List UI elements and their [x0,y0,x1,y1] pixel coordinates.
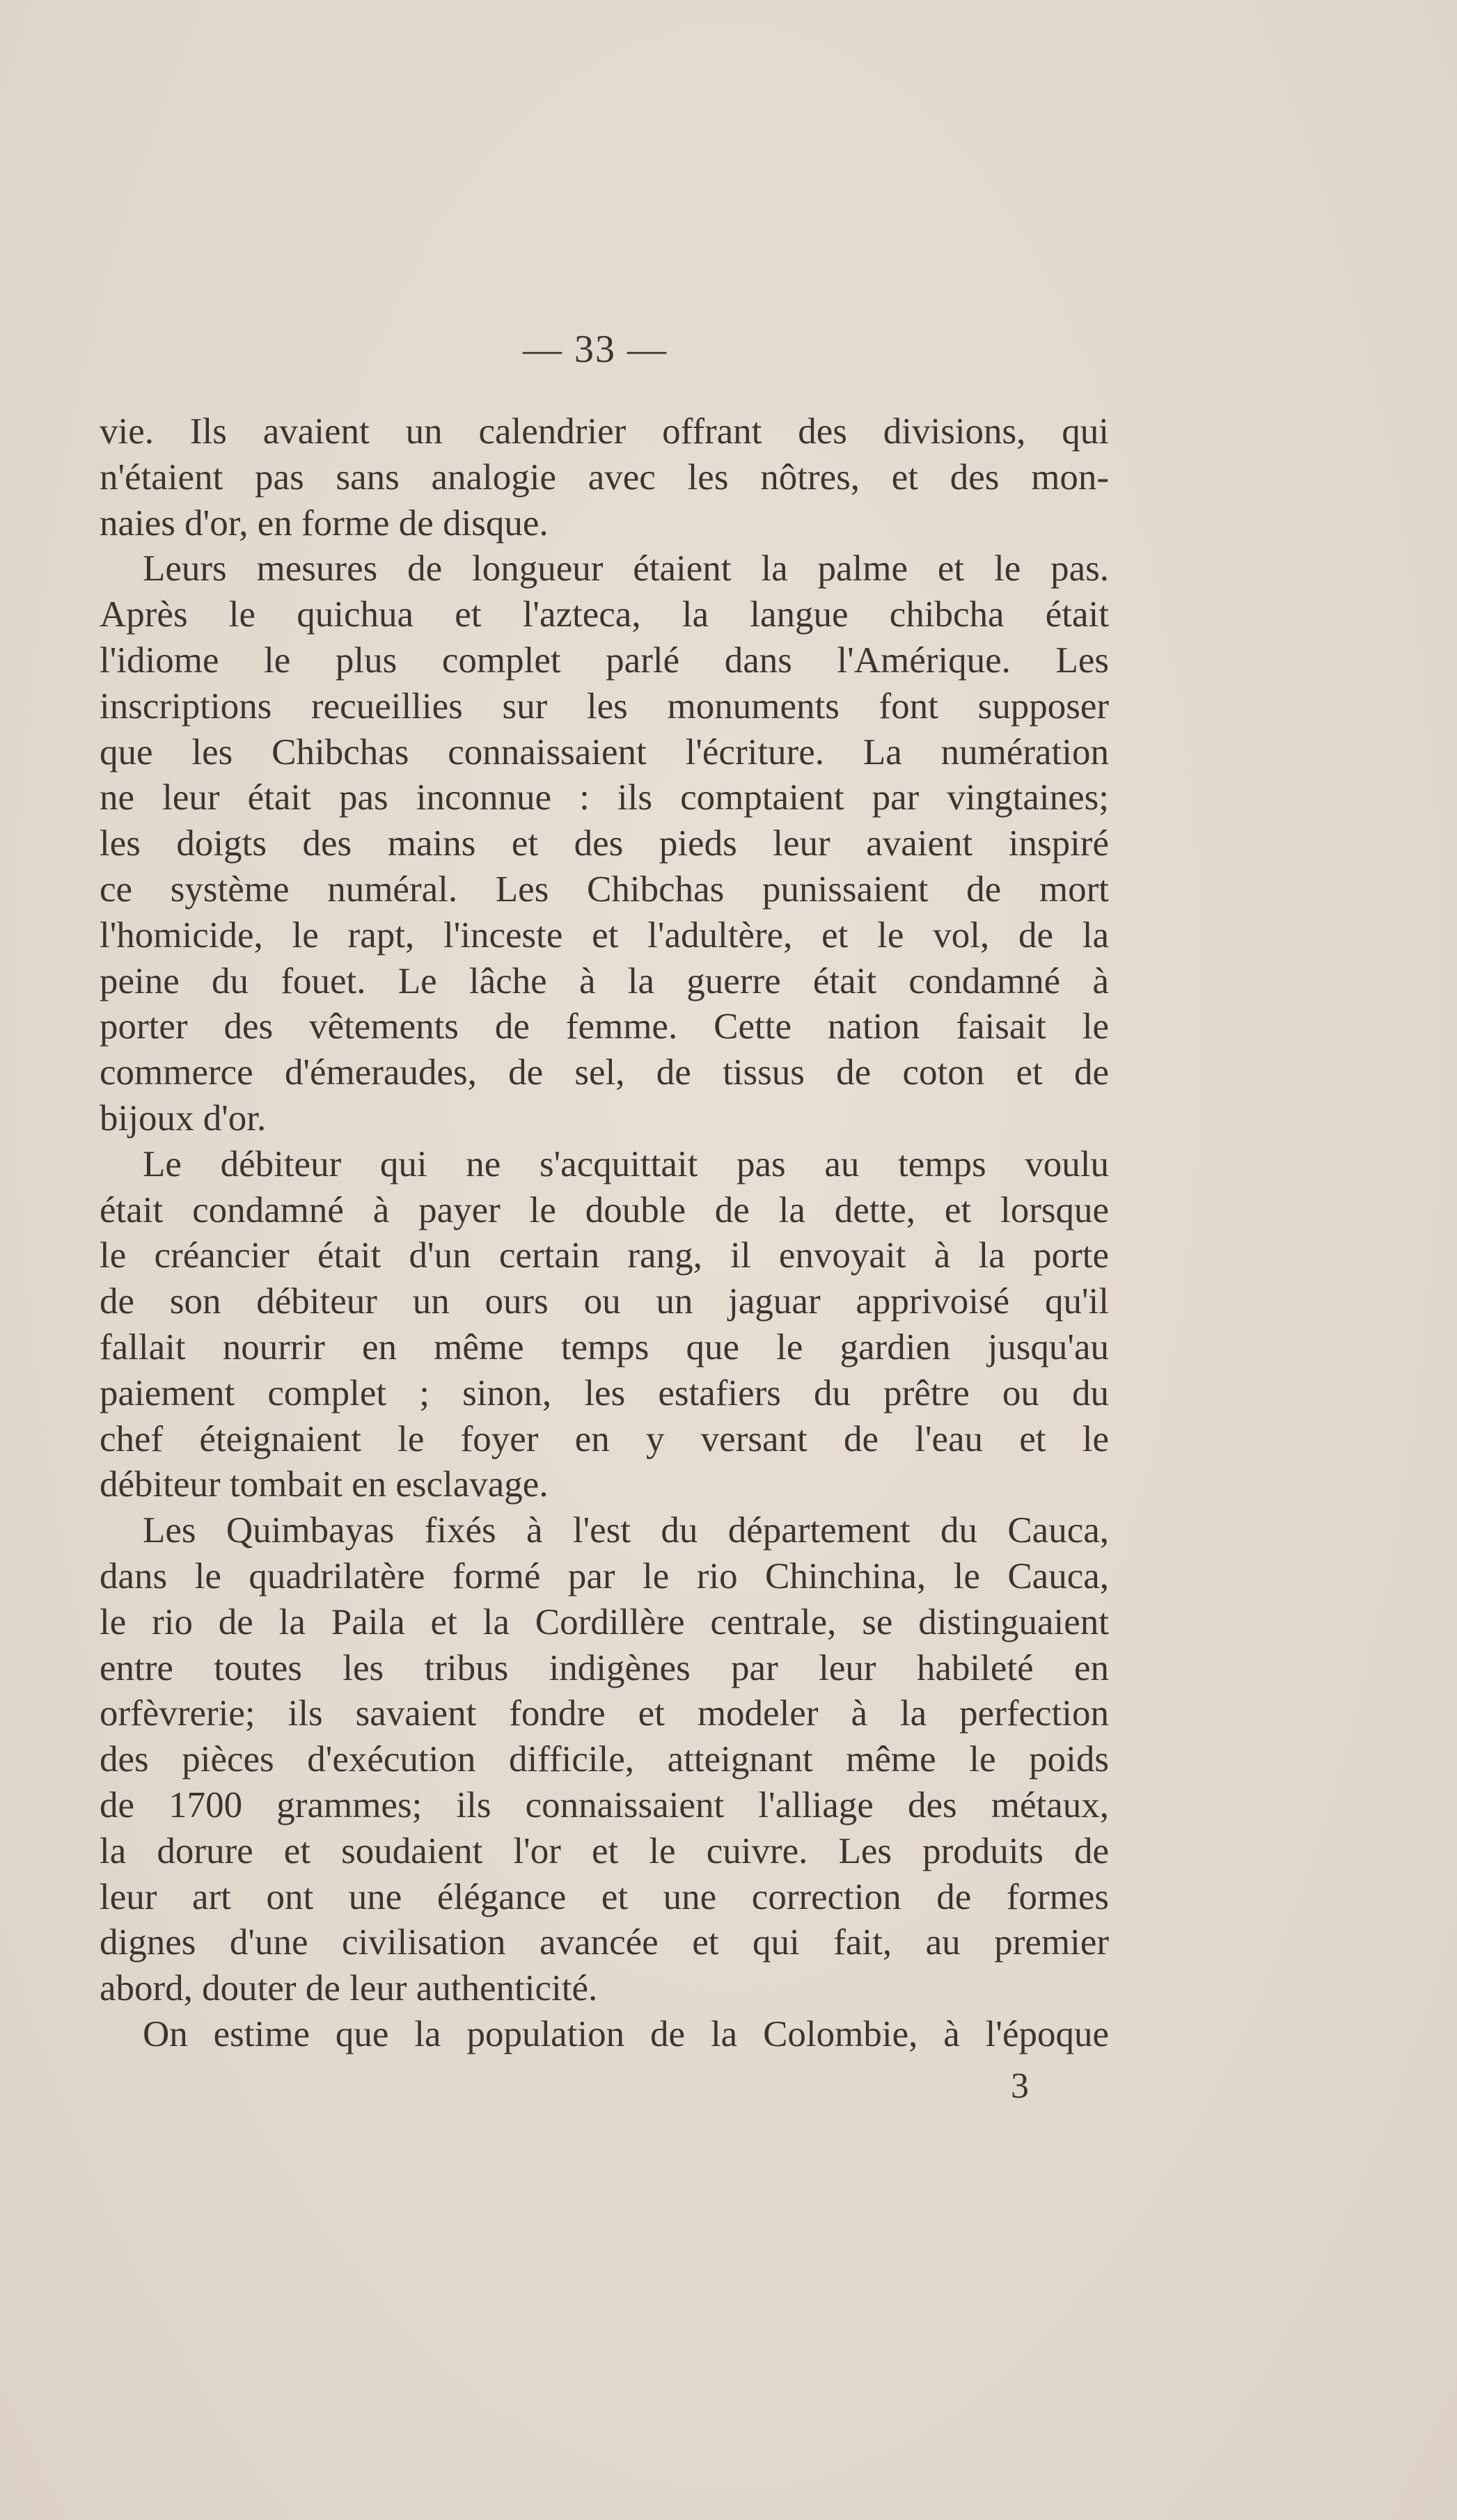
text-line: de 1700 grammes; ils connaissaient l'alliage des métaux, [100,1784,1109,1825]
text-line: leur art ont une élégance et une correction de formes [100,1876,1109,1917]
text-line: porter des vêtements de femme. Cette nation faisait le [100,1006,1109,1047]
text-line: l'idiome le plus complet parlé dans l'Amérique. Les [100,640,1109,681]
text-line: fallait nourrir en même temps que le gardien jusqu'au [100,1326,1109,1368]
text-line: les doigts des mains et des pieds leur avaient inspiré [100,823,1109,864]
page-number-header: — 33 — [523,328,668,371]
text-line: dignes d'une civilisation avancée et qui fait, au premier [100,1922,1109,1963]
text-line: vie. Ils avaient un calendrier offrant des divisions, qui [100,411,1109,452]
text-line: inscriptions recueillies sur les monuments font supposer [100,686,1109,727]
text-line: orfèvrerie; ils savaient fondre et modeler à la perfection [100,1693,1109,1734]
text-line: n'étaient pas sans analogie avec les nôtres, et des mon- [100,457,1109,498]
text-line: la dorure et soudaient l'or et le cuivre. Les produits de [100,1830,1109,1871]
text-line: de son débiteur un ours ou un jaguar apprivoisé qu'il [100,1281,1109,1322]
text-line: était condamné à payer le double de la dette, et lorsque [100,1189,1109,1230]
text-line: Le débiteur qui ne s'acquittait pas au temps voulu [143,1143,1109,1184]
text-line: abord, douter de leur authenticité. [100,1968,598,2009]
text-line: On estime que la population de la Colombie, à l'époque [143,2013,1109,2054]
text-line: ne leur était pas inconnue : ils comptaient par vingtaines; [100,777,1109,818]
text-line: que les Chibchas connaissaient l'écriture. La numération [100,731,1109,772]
text-line: des pièces d'exécution difficile, atteignant même le poids [100,1739,1109,1780]
text-line: naies d'or, en forme de disque. [100,502,549,544]
text-line: paiement complet ; sinon, les estafiers du prêtre ou du [100,1372,1109,1413]
text-line: ce système numéral. Les Chibchas punissaient de mort [100,869,1109,910]
text-line: bijoux d'or. [100,1097,267,1139]
signature-mark: 3 [1011,2066,1029,2106]
text-line: Les Quimbayas fixés à l'est du département du Cauca, [143,1510,1109,1551]
text-line: débiteur tombait en esclavage. [100,1464,549,1505]
text-line: chef éteignaient le foyer en y versant de l'eau et le [100,1418,1109,1459]
body-text [100,409,1109,2058]
text-line: dans le quadrilatère formé par le rio Chinchina, le Cauca, [100,1555,1109,1596]
text-line: peine du fouet. Le lâche à la guerre était condamné à [100,960,1109,1001]
text-line: le créancier était d'un certain rang, il envoyait à la porte [100,1235,1109,1276]
text-line: Leurs mesures de longueur étaient la palme et le pas. [143,548,1109,589]
text-line: entre toutes les tribus indigènes par leur habileté en [100,1647,1109,1688]
text-line: commerce d'émeraudes, de sel, de tissus de coton et de [100,1052,1109,1093]
text-line: l'homicide, le rapt, l'inceste et l'adultère, et le vol, de la [100,914,1109,956]
text-line: Après le quichua et l'azteca, la langue chibcha était [100,594,1109,635]
text-line: le rio de la Paila et la Cordillère centrale, se distinguaient [100,1601,1109,1642]
